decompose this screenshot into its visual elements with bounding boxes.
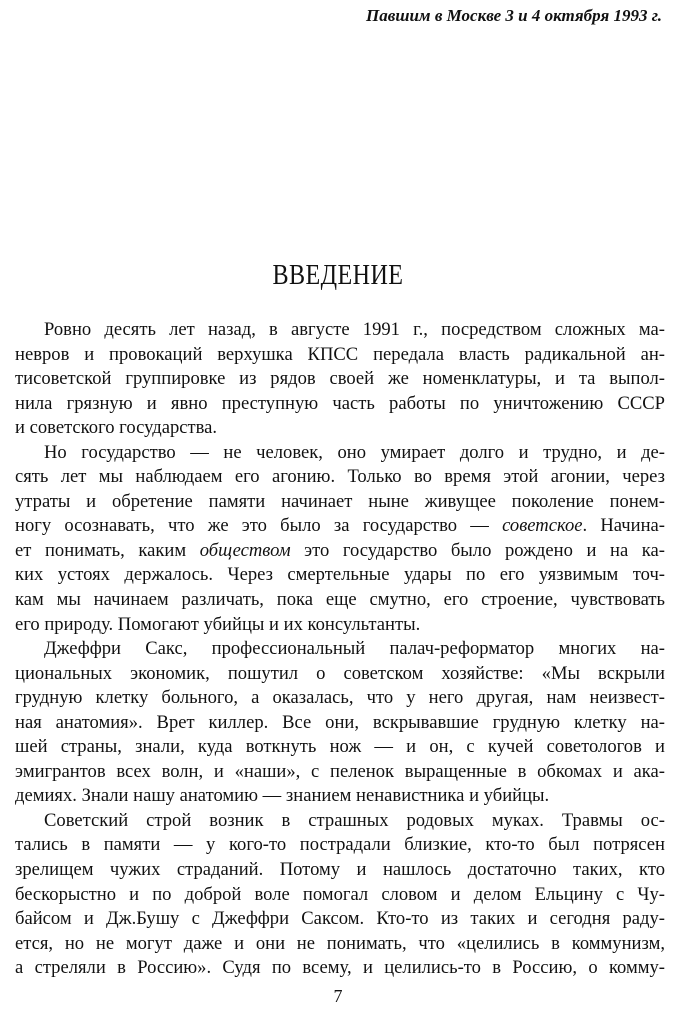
emphasis-text: советское (502, 515, 583, 537)
text-line: тались в памяти — у кого-то пострадали близкие, кто-то был потрясен (15, 834, 665, 856)
text-line: невров и провокаций верхушка КПСС передала власть радикальной ан- (15, 343, 665, 365)
text-line (15, 514, 665, 539)
text-line: тисоветской группировке из рядов своей же номенклатуры, и та выпол- (15, 368, 665, 390)
text-line: эмигрантов всех волн, и «наши», с пеленок выращенные в обкомах и ака- (15, 760, 665, 782)
text-line: сять лет мы наблюдаем его агонию. Только во время этой агонии, через (15, 466, 665, 488)
text-segment: . Начина- (582, 515, 665, 537)
text-segment: ногу осознавать, что же это было за государство — (15, 515, 503, 537)
text-line: шей страны, знали, куда воткнуть нож — и он, с кучей советологов и (15, 736, 665, 758)
text-line: бескорыстно и по доброй воле помогал словом и делом Ельцину с Чу- (15, 883, 665, 905)
epigraph: Павшим в Москве 3 и 4 октября 1993 г. (366, 6, 662, 25)
text-line: а стреляли в Россию». Судя по всему, и целились-то в Россию, о комму- (15, 957, 665, 979)
text-line: утраты и обретение памяти начинает ныне живущее поколение понем- (15, 490, 665, 512)
text-line: кам мы начинаем различать, пока еще смутно, его строение, чувствовать (15, 589, 665, 611)
text-line: циональных экономик, пошутил о советском хозяйстве: «Мы вскрыли (15, 662, 665, 684)
text-line (15, 539, 665, 564)
chapter-heading: ВВЕДЕНИЕ (272, 260, 404, 291)
text-line: зрелищем чужих страданий. Потому и нашлось достаточно таких, кто (15, 859, 665, 881)
text-line: нила грязную и явно преступную часть работы по уничтожению СССР (15, 392, 665, 414)
text-line: Советский строй возник в страшных родовых муках. Травмы ос- (44, 809, 665, 831)
body-text (15, 318, 665, 981)
page-number: 7 (333, 986, 343, 1006)
text-line: Ровно десять лет назад, в августе 1991 г., посредством сложных ма- (44, 319, 665, 340)
text-line: грудную клетку больного, а оказалась, что у него другая, нам неизвест- (15, 687, 665, 709)
text-segment: это государство было рождено и на ка- (290, 539, 665, 561)
text-line: Джеффри Сакс, профессиональный палач-реформатор многих на- (44, 638, 665, 660)
text-segment: ет понимать, каким (15, 539, 200, 561)
text-line: ется, но не могут даже и они не понимать, что «целились в коммунизм, (15, 932, 665, 954)
text-line: демиях. Знали нашу анатомию — знанием ненавистника и убийцы. (15, 785, 550, 807)
emphasis-text: обществом (199, 539, 291, 561)
text-line: его природу. Помогают убийцы и их консультанты. (15, 613, 421, 635)
text-line: ная анатомия». Врет киллер. Все они, вскрывавшие грудную клетку на- (15, 711, 665, 733)
text-line: ких устоях держалось. Через смертельные удары по его уязвимым точ- (15, 564, 665, 586)
text-line: Но государство — не человек, оно умирает долго и трудно, и де- (44, 441, 665, 463)
text-line: и советского государства. (15, 417, 218, 439)
text-line: байсом и Дж.Бушу с Джеффри Саксом. Кто-то из таких и сегодня раду- (15, 908, 665, 930)
